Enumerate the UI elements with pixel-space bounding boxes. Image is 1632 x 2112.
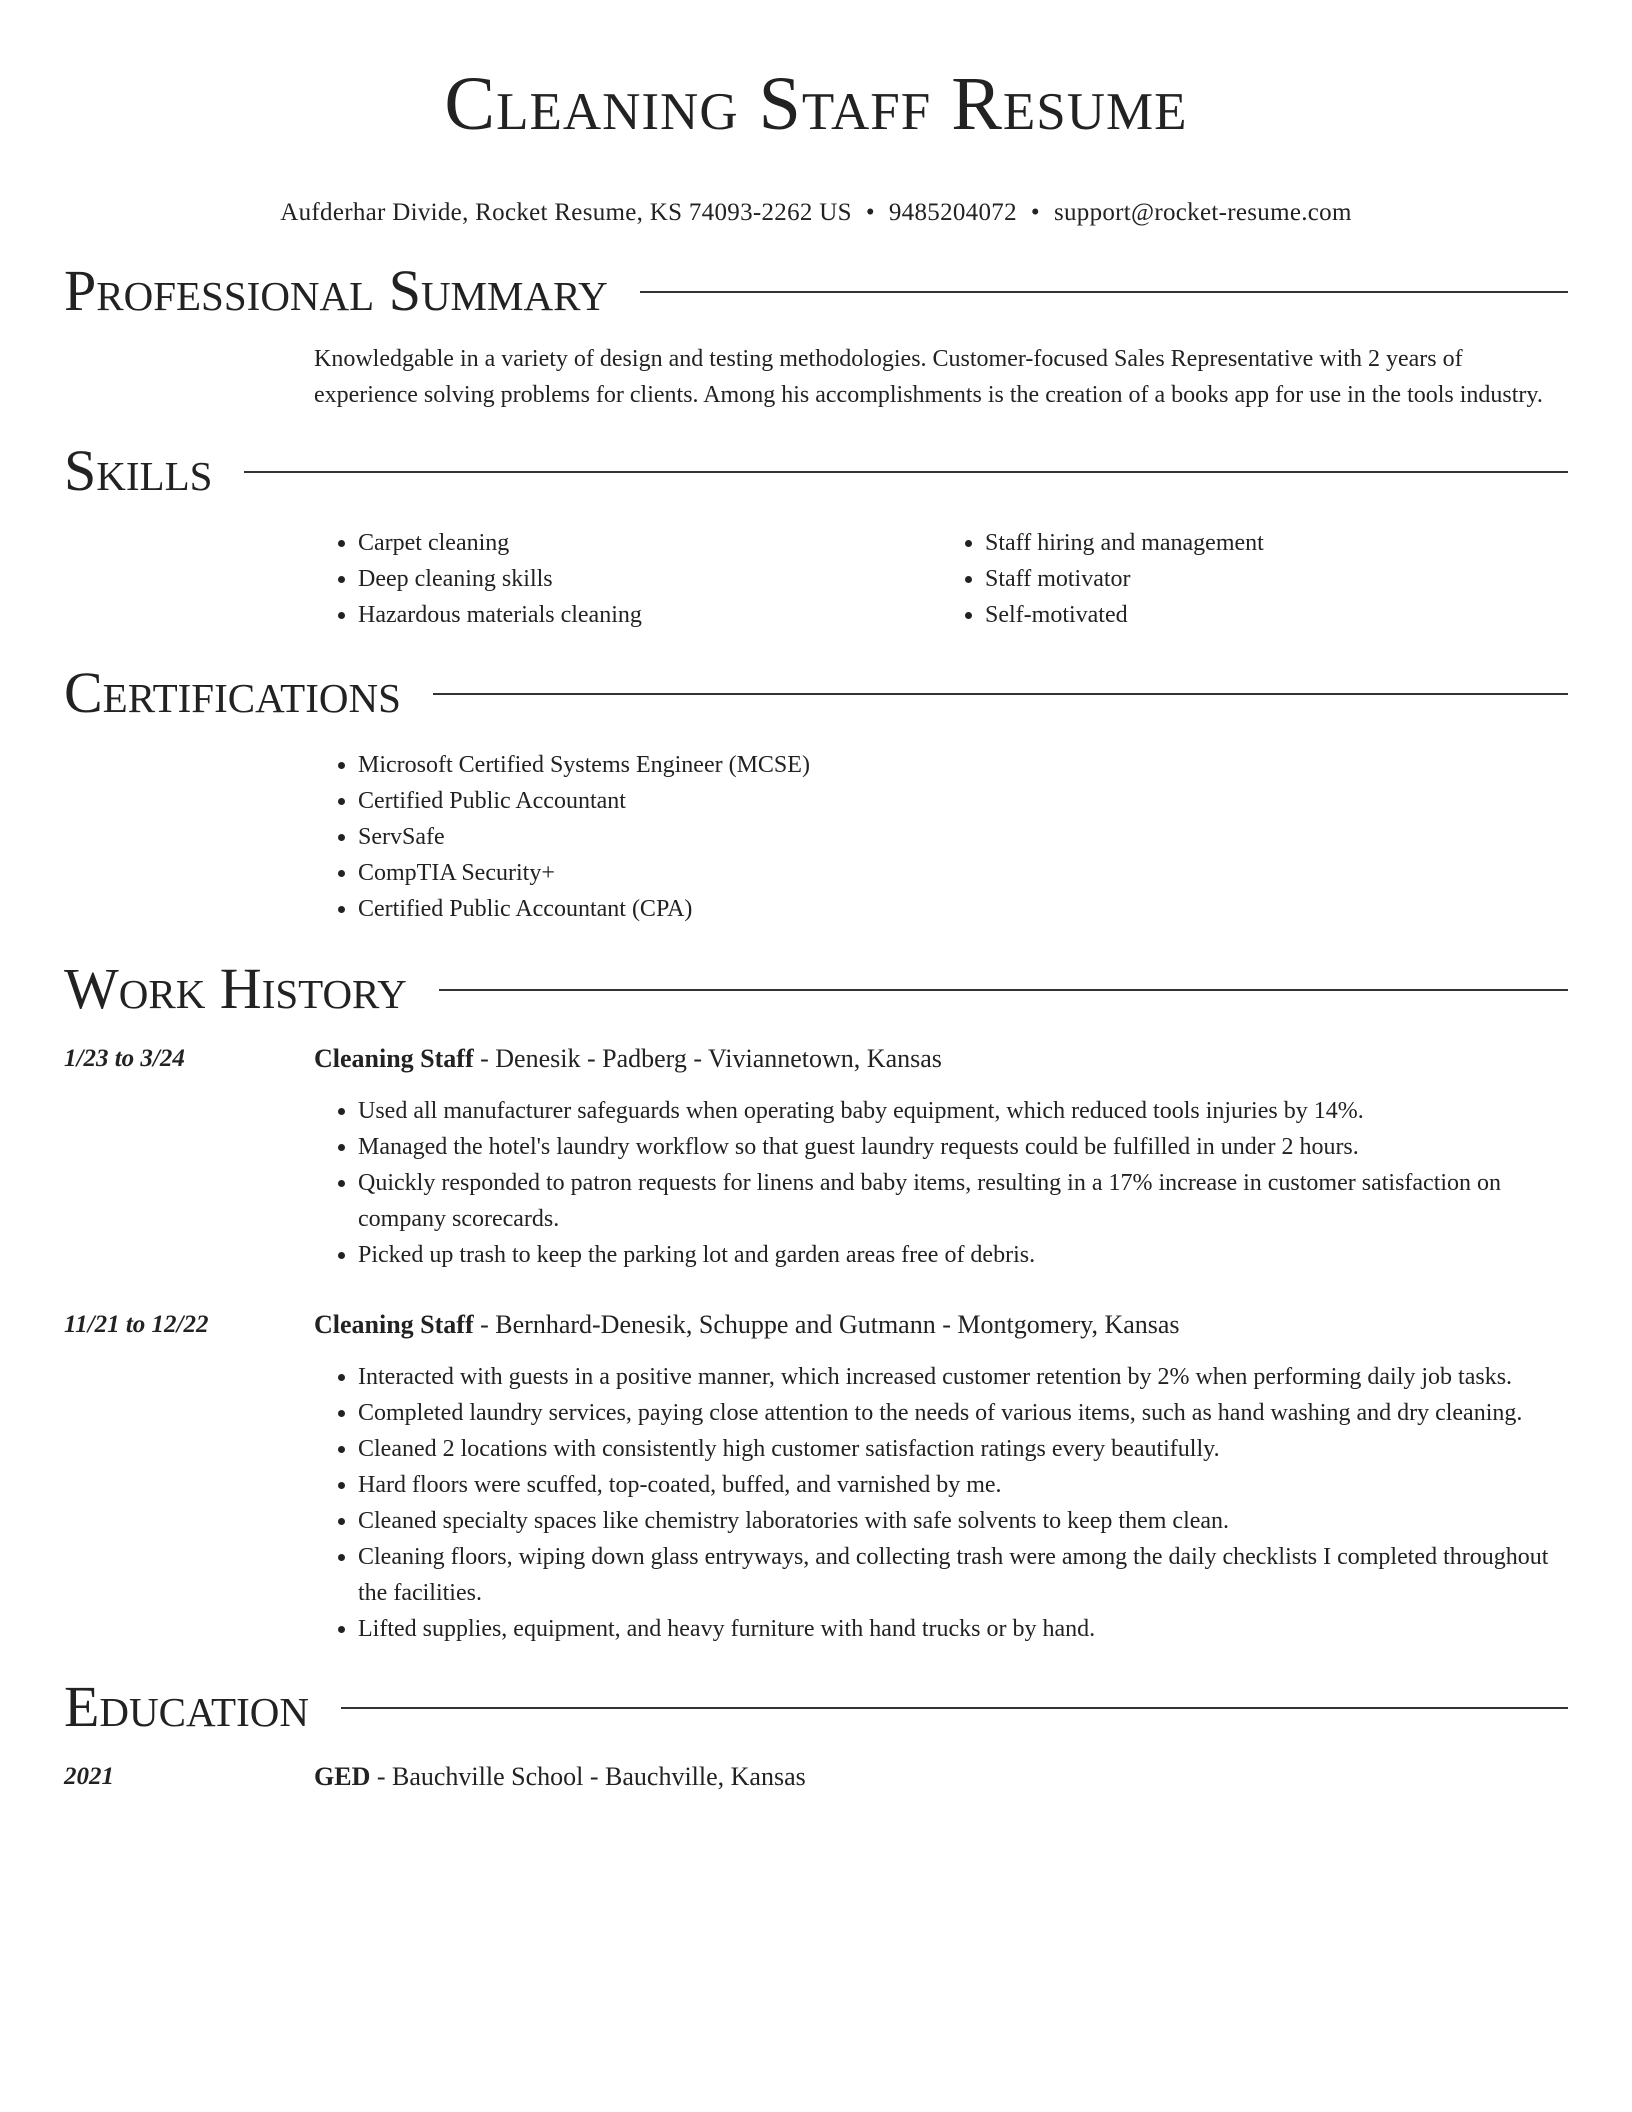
certifications-section-header xyxy=(64,661,1568,725)
education-header xyxy=(314,1759,1568,1795)
section-divider xyxy=(640,291,1568,293)
work-heading: Work History xyxy=(64,955,407,1021)
list-item: • Carpet cleaning xyxy=(358,525,941,561)
job-entry xyxy=(64,1041,1568,1273)
education-details: - Bauchville School - Bauchville, Kansas xyxy=(370,1761,806,1791)
job-bullets xyxy=(314,1359,1568,1647)
section-divider xyxy=(439,989,1568,991)
certifications-items xyxy=(314,747,1568,927)
list-item: • Hazardous materials cleaning xyxy=(358,597,941,633)
job-header xyxy=(314,1041,1568,1077)
education-year: 2021 xyxy=(64,1762,114,1790)
job-body xyxy=(314,1307,1568,1647)
skills-list xyxy=(314,525,1568,633)
summary-text: Knowledgable in a variety of design and testing methodologies. Customer-focused Sales Representative with 2 years of experience solving problems for clients. Among his accomplishments is the creation of a books app for use in the tools industry. xyxy=(314,345,1543,408)
section-divider xyxy=(433,693,1568,695)
job-header xyxy=(314,1307,1568,1343)
list-item: • Self-motivated xyxy=(985,597,1568,633)
education-degree: GED xyxy=(314,1761,371,1791)
summary-heading: Professional Summary xyxy=(64,257,608,323)
list-item: • Staff hiring and management xyxy=(985,525,1568,561)
list-item: • CompTIA Security+ xyxy=(358,855,1568,891)
list-item: • Certified Public Accountant xyxy=(358,783,1568,819)
section-divider xyxy=(244,471,1568,473)
contact-separator: • xyxy=(865,198,875,226)
education-section-header xyxy=(64,1675,1568,1739)
list-item: • Cleaning floors, wiping down glass entryways, and collecting trash were among the daily checklists I completed throughout the facilities. xyxy=(358,1539,1568,1611)
list-item: • Completed laundry services, paying close attention to the needs of various items, such as hand washing and dry cleaning. xyxy=(358,1395,1568,1431)
contact-address: Aufderhar Divide, Rocket Resume, KS 74093-2262 US xyxy=(280,198,852,226)
list-item: • Used all manufacturer safeguards when operating baby equipment, which reduced tools injuries by 14%. xyxy=(358,1093,1568,1129)
job-title: Cleaning Staff xyxy=(314,1309,474,1339)
resume-title: Cleaning Staff Resume xyxy=(444,62,1188,146)
section-divider xyxy=(341,1707,1568,1709)
job-dates: 11/21 to 12/22 xyxy=(64,1310,209,1338)
list-item: • Lifted supplies, equipment, and heavy furniture with hand trucks or by hand. xyxy=(358,1611,1568,1647)
contact-line xyxy=(64,197,1568,229)
list-item: • Cleaned 2 locations with consistently high customer satisfaction ratings every beautifully. xyxy=(358,1431,1568,1467)
resume-page xyxy=(64,0,1568,1795)
list-item: • Interacted with guests in a positive manner, which increased customer retention by 2% when performing daily job tasks. xyxy=(358,1359,1568,1395)
job-details: - Bernhard-Denesik, Schuppe and Gutmann - Montgomery, Kansas xyxy=(473,1309,1180,1339)
summary-section-header xyxy=(64,259,1568,323)
education-heading: Education xyxy=(64,1673,309,1739)
list-item: • Quickly responded to patron requests for linens and baby items, resulting in a 17% increase in customer satisfaction on company scorecards. xyxy=(358,1165,1568,1237)
job-details: - Denesik - Padberg - Viviannetown, Kansas xyxy=(473,1043,942,1073)
job-bullets xyxy=(314,1093,1568,1273)
contact-separator: • xyxy=(1030,198,1040,226)
list-item: • Picked up trash to keep the parking lot and garden areas free of debris. xyxy=(358,1237,1568,1273)
list-item: • Cleaned specialty spaces like chemistry laboratories with safe solvents to keep them clean. xyxy=(358,1503,1568,1539)
job-title: Cleaning Staff xyxy=(314,1043,474,1073)
list-item: • Certified Public Accountant (CPA) xyxy=(358,891,1568,927)
list-item: • Microsoft Certified Systems Engineer (MCSE) xyxy=(358,747,1568,783)
skills-heading: Skills xyxy=(64,437,213,503)
list-item: • Managed the hotel's laundry workflow so that guest laundry requests could be fulfilled in under 2 hours. xyxy=(358,1129,1568,1165)
job-entry xyxy=(64,1307,1568,1647)
contact-phone: 9485204072 xyxy=(888,198,1017,226)
skills-section-header xyxy=(64,439,1568,503)
education-body xyxy=(314,1759,1568,1795)
list-item: • ServSafe xyxy=(358,819,1568,855)
certifications-list xyxy=(314,747,1568,927)
certifications-heading: Certifications xyxy=(64,659,401,725)
contact-email[interactable]: support@rocket-resume.com xyxy=(1053,198,1352,226)
skills-column-left xyxy=(314,525,941,633)
work-section-header xyxy=(64,957,1568,1021)
education-entry xyxy=(64,1759,1568,1795)
list-item: • Deep cleaning skills xyxy=(358,561,941,597)
job-dates: 1/23 to 3/24 xyxy=(64,1044,185,1072)
skills-column-right xyxy=(941,525,1568,633)
job-body xyxy=(314,1041,1568,1273)
list-item: • Hard floors were scuffed, top-coated, buffed, and varnished by me. xyxy=(358,1467,1568,1503)
list-item: • Staff motivator xyxy=(985,561,1568,597)
